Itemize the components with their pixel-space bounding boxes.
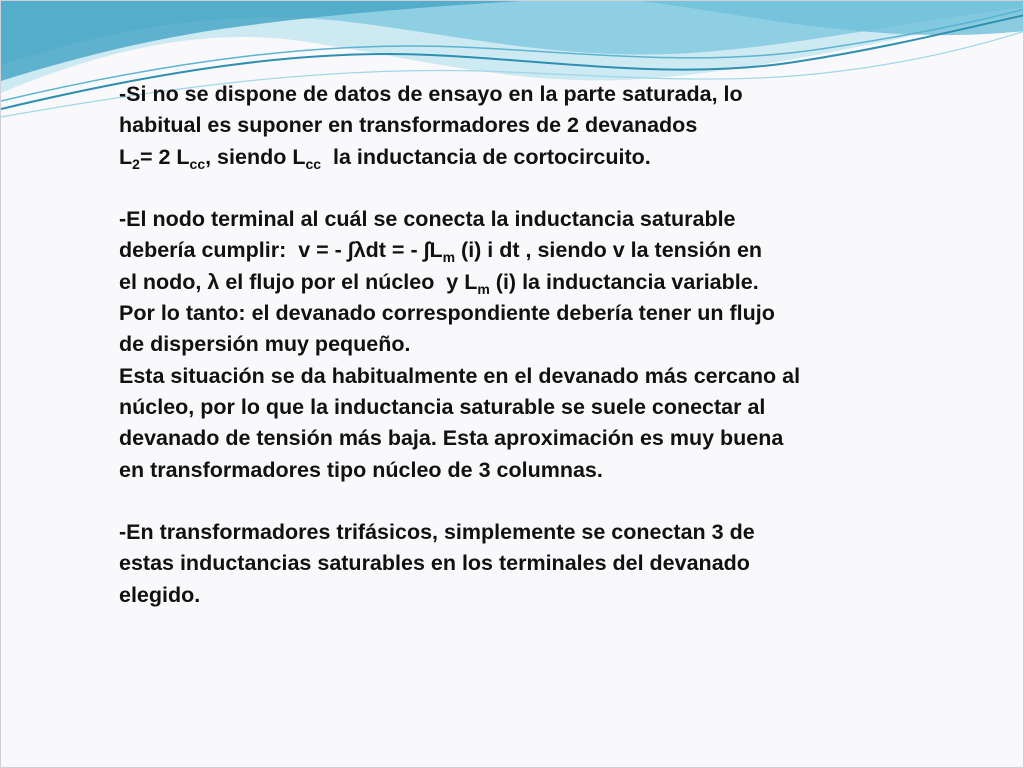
text-line: Esta situación se da habitualmente en el devanado más cercano al xyxy=(119,363,801,388)
text-span: (i) la inductancia variable. xyxy=(489,269,759,294)
subscript: 2 xyxy=(132,155,140,172)
text-span: L xyxy=(119,144,133,169)
text-line: estas inductancias saturables en los terminales del devanado xyxy=(119,551,750,576)
text-line: de dispersión muy pequeño. xyxy=(119,332,411,357)
text-line: núcleo, por lo que la inductancia saturable se suele conectar al xyxy=(119,394,766,419)
slide-body xyxy=(119,79,959,611)
text-line: en transformadores tipo núcleo de 3 columnas. xyxy=(119,457,603,482)
subscript: cc xyxy=(189,155,206,172)
text-line xyxy=(119,235,959,266)
text-line xyxy=(119,267,959,298)
text-line: elegido. xyxy=(119,582,201,607)
text-line: habitual es suponer en transformadores de 2 devanados xyxy=(119,113,698,138)
text-span: = 2 L xyxy=(139,144,190,169)
text-line: -Si no se dispone de datos de ensayo en la parte saturada, lo xyxy=(119,82,743,106)
text-line xyxy=(119,142,959,173)
text-span: (i) i dt , siendo v la tensión en xyxy=(455,238,763,263)
text-span: debería cumplir: v = - ∫λdt = - ∫L xyxy=(119,238,443,263)
text-line: Por lo tanto: el devanado correspondiente debería tener un flujo xyxy=(119,301,775,326)
text-span: el nodo, λ el flujo por el núcleo y L xyxy=(119,269,478,294)
subscript: m xyxy=(442,249,456,266)
subscript: cc xyxy=(305,155,322,172)
text-line: -El nodo terminal al cuál se conecta la inductancia saturable xyxy=(119,207,736,232)
paragraph-gap xyxy=(119,173,959,204)
text-span: , siendo L xyxy=(205,144,306,169)
subscript: m xyxy=(477,280,490,297)
text-line: devanado de tensión más baja. Esta aproximación es muy buena xyxy=(119,426,784,451)
text-line: -En transformadores trifásicos, simplemente se conectan 3 de xyxy=(119,520,755,545)
text-span: la inductancia de cortocircuito. xyxy=(321,144,651,169)
paragraph-gap xyxy=(119,486,959,517)
